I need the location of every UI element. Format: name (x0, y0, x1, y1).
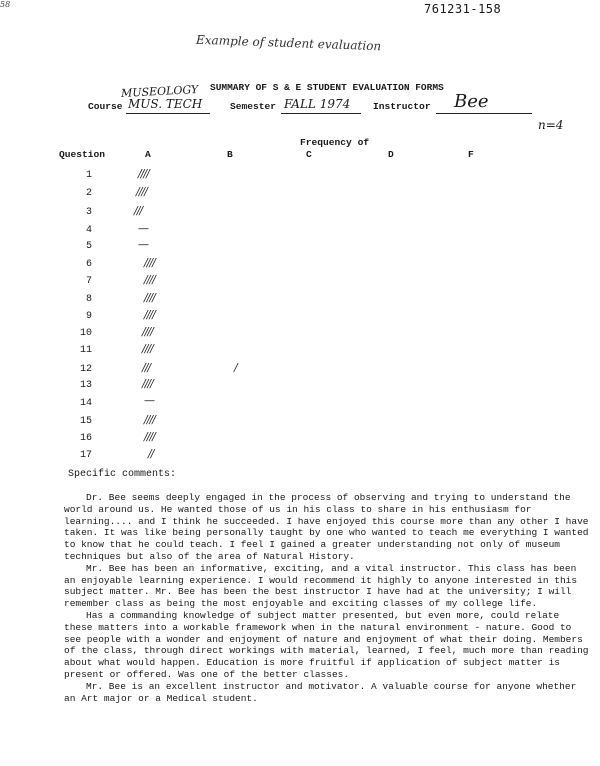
tally-a: //// (144, 256, 155, 269)
comments-heading: Specific comments: (68, 469, 177, 480)
col-c: C (306, 149, 312, 160)
comment-paragraph: Has a commanding knowledge of subject matter presented, but even more, could relate these matters into a workable framework when in the natural environment - nature. Good to see people with a wonder and enjoyment of nature and enjoyment of what their doing. Members of the class, through direct workings with material, learned, I feel, much more than reading about what would happen. Education is more fruitful if application of subject matter is present or offered. Was one of the better classes. (64, 609, 589, 680)
course-annotation: MUSEOLOGY (120, 82, 199, 101)
question-number: 17 (79, 450, 92, 461)
instructor-value: Bee (454, 91, 489, 112)
question-number: 13 (79, 380, 92, 391)
instructor-label: Instructor (373, 101, 431, 112)
col-f: F (468, 149, 474, 160)
tally-a: //// (136, 185, 147, 198)
question-number: 3 (85, 207, 92, 218)
page-title: SUMMARY OF S & E STUDENT EVALUATION FORMS (210, 82, 444, 93)
tally-a: — (144, 394, 155, 407)
tally-a: /// (142, 361, 151, 374)
comments-body (64, 492, 592, 704)
tally-a: //// (144, 413, 155, 426)
document-number: 761231-158 (424, 2, 502, 16)
tally-a: — (138, 238, 149, 251)
course-label: Course (88, 101, 123, 112)
col-question: Question (59, 149, 106, 160)
instructor-underline (436, 113, 532, 114)
tally-a: // (148, 447, 154, 460)
question-number: 1 (85, 170, 92, 181)
tally-a: /// (134, 204, 143, 217)
comment-paragraph: Dr. Bee seems deeply engaged in the process of observing and trying to understand the world around us. He wanted those of us in his class to share in his enthusiasm for learning.... and I think he succeeded. I have enjoyed this course more than any other I have taken. It was like being personally taught by one who wanted to teach me everything I wanted to know that he could teach. I feel I gained a greater understanding not only of museum techniques but also of the area of Natural History. (64, 492, 589, 562)
tally-a: //// (144, 291, 155, 304)
question-number: 10 (79, 328, 92, 339)
tally-a: //// (142, 325, 153, 338)
question-number: 16 (79, 433, 92, 444)
col-b: B (227, 149, 233, 160)
tally-a: //// (142, 342, 153, 355)
tally-a: //// (144, 273, 155, 286)
col-a: A (145, 149, 151, 160)
question-number: 2 (85, 188, 92, 199)
tally-a: //// (144, 430, 155, 443)
question-number: 8 (85, 294, 92, 305)
col-d: D (388, 149, 394, 160)
tally-a: //// (144, 308, 155, 321)
course-value: MUS. TECH (128, 97, 203, 111)
question-number: 14 (79, 398, 92, 409)
question-number: 4 (85, 225, 92, 236)
semester-value: FALL 1974 (284, 97, 351, 111)
corner-mark: 58 (0, 0, 11, 9)
question-number: 12 (79, 364, 92, 375)
question-number: 6 (85, 259, 92, 270)
course-underline (126, 113, 210, 114)
tally-a: — (138, 222, 149, 235)
question-number: 15 (79, 416, 92, 427)
comment-paragraph: Mr. Bee has been an informative, exciting, and a vital instructor. This class has been an enjoyable learning experience. I would recommend it highly to anyone interested in this subject matter. Mr. Bee has been the best instructor I have had at the university; I will remember class as being the most enjoyable and exciting classes of my college life. (64, 562, 578, 610)
semester-label: Semester (230, 101, 277, 112)
tally-b: / (234, 361, 237, 374)
tally-a: //// (138, 167, 149, 180)
sample-size-note: n=4 (538, 118, 564, 132)
tally-a: //// (142, 377, 153, 390)
question-number: 5 (85, 241, 92, 252)
question-number: 7 (85, 276, 92, 287)
question-number: 9 (85, 311, 92, 322)
question-number: 11 (79, 345, 92, 356)
comment-paragraph: Mr. Bee is an excellent instructor and motivator. A valuable course for anyone whether an Art major or a Medical student. (64, 680, 577, 704)
semester-underline (281, 113, 361, 114)
frequency-label: Frequency of (300, 137, 370, 148)
handwritten-note: Example of student evaluation (195, 32, 382, 54)
